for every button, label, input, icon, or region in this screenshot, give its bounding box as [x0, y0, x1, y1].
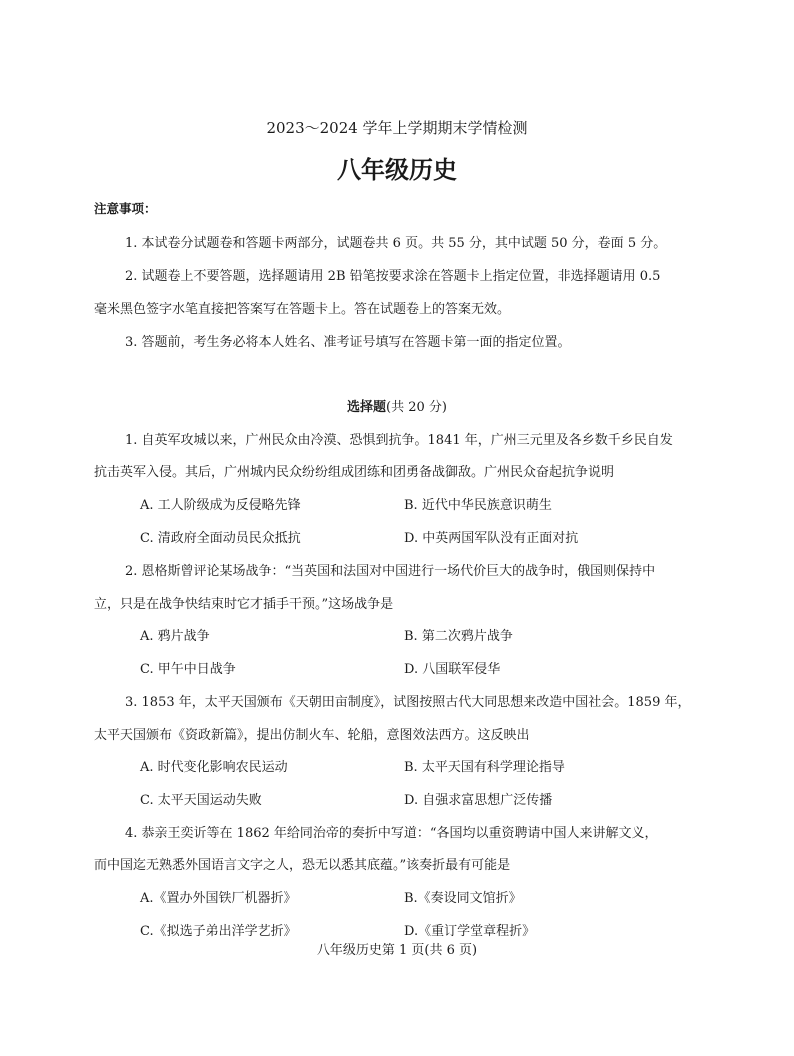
notice-item-2-line-2: 毫米黑色签字水笔直接把答案写在答题卡上。答在试题卷上的答案无效。 [94, 302, 511, 317]
question-3-option-b: B. 太平天国有科学理论指导 [404, 760, 565, 775]
question-1-option-b: B. 近代中华民族意识萌生 [404, 498, 552, 513]
question-2-option-a: A. 鸦片战争 [140, 629, 210, 644]
question-3-line-1: 3. 1853 年，太平天国颁布《天朝田亩制度》，试图按照古代大同思想来改造中国社会。1859 年， [125, 695, 691, 710]
question-1-option-d: D. 中英两国军队没有正面对抗 [404, 531, 579, 546]
notice-item-3: 3. 答题前，考生务必将本人姓名、准考证号填写在答题卡第一面的指定位置。 [125, 335, 571, 350]
page-footer: 八年级历史第 1 页(共 6 页) [316, 943, 478, 958]
question-4-option-b: B.《奏设同文馆折》 [404, 891, 522, 906]
question-1-option-c: C. 清政府全面动员民众抵抗 [140, 531, 301, 546]
section-score: (共 20 分) [386, 400, 447, 415]
question-4-line-2: 而中国迄无熟悉外国语言文字之人，恐无以悉其底蕴。”该奏折最有可能是 [94, 858, 511, 873]
question-4-line-1: 4. 恭亲王奕䜣等在 1862 年给同治帝的奏折中写道：“各国均以重资聘请中国人来讲解文义， [125, 826, 658, 841]
question-2-option-c: C. 甲午中日战争 [140, 662, 236, 677]
question-3-option-a: A. 时代变化影响农民运动 [140, 760, 288, 775]
notice-item-2-line-1: 2. 试题卷上不要答题，选择题请用 2B 铅笔按要求涂在答题卡上指定位置，非选择题请用 0.5 [125, 269, 661, 284]
question-1-line-2: 抗击英军入侵。其后，广州城内民众纷纷组成团练和团勇备战御敌。广州民众奋起抗争说明 [94, 465, 615, 480]
question-4-option-d: D.《重订学堂章程折》 [404, 924, 536, 939]
exam-title: 八年级历史 [337, 156, 457, 184]
question-4-option-c: C.《拟选子弟出洋学艺折》 [140, 924, 297, 939]
section-heading [0, 401, 794, 414]
question-3-option-d: D. 自强求富思想广泛传播 [404, 793, 553, 808]
question-2-line-1: 2. 恩格斯曾评论某场战争：“当英国和法国对中国进行一场代价巨大的战争时，俄国则保持中 [125, 564, 656, 579]
notice-item-1: 1. 本试卷分试题卷和答题卡两部分，试题卷共 6 页。共 55 分，其中试题 50 分，卷面 5 分。 [125, 236, 667, 251]
question-4-option-a: A.《置办外国铁厂机器折》 [140, 891, 297, 906]
notice-heading: 注意事项： [94, 201, 157, 216]
exam-subtitle: 2023～2024 学年上学期期末学情检测 [266, 119, 528, 137]
section-name: 选择题 [347, 400, 387, 415]
question-1-line-1: 1. 自英军攻城以来，广州民众由冷漠、恐惧到抗争。1841 年，广州三元里及各乡数千乡民自发 [125, 433, 673, 448]
question-3-line-2: 太平天国颁布《资政新篇》，提出仿制火车、轮船，意图效法西方。这反映出 [94, 728, 530, 743]
question-2-line-2: 立，只是在战争快结束时它才插手干预。”这场战争是 [94, 597, 394, 612]
question-2-option-d: D. 八国联军侵华 [404, 662, 501, 677]
question-3-option-c: C. 太平天国运动失败 [140, 793, 262, 808]
question-1-option-a: A. 工人阶级成为反侵略先锋 [140, 498, 301, 513]
question-2-option-b: B. 第二次鸦片战争 [404, 629, 513, 644]
